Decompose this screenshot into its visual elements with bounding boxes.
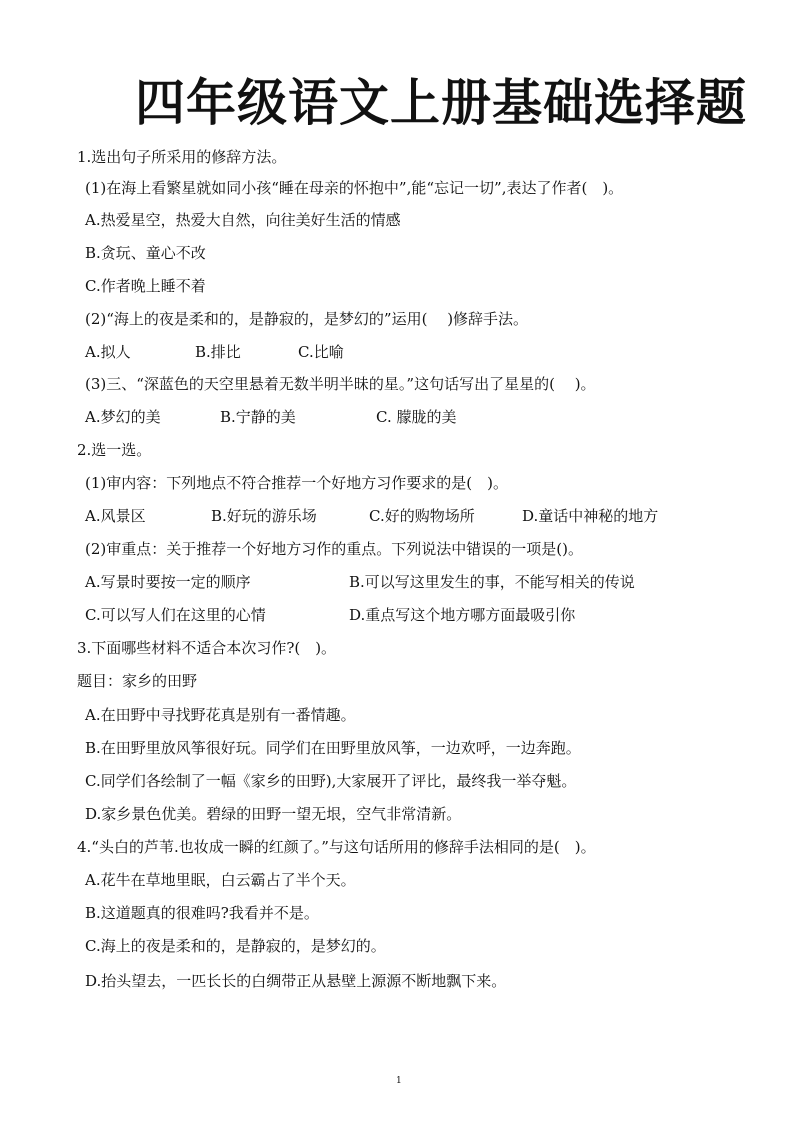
q2-sub2-option-a: A.写景时要按一定的顺序 bbox=[85, 573, 251, 591]
q1-sub1-option-c: C.作者晚上睡不着 bbox=[85, 277, 206, 295]
question-1-sub-2: (2)“海上的夜是柔和的，是静寂的，是梦幻的”运用( )修辞手法。 bbox=[85, 310, 529, 328]
q3-option-b: B.在田野里放风筝很好玩。同学们在田野里放风筝，一边欢呼，一边奔跑。 bbox=[85, 739, 581, 757]
q2-sub1-option-b: B.好玩的游乐场 bbox=[211, 507, 317, 525]
q4-option-c: C.海上的夜是柔和的，是静寂的，是梦幻的。 bbox=[85, 937, 386, 955]
question-2-stem: 2.选一选。 bbox=[77, 441, 152, 459]
q1-sub3-option-a: A.梦幻的美 bbox=[85, 408, 161, 426]
document-title: 四年级语文上册基础选择题 bbox=[135, 73, 747, 132]
question-2-sub-1: (1)审内容：下列地点不符合推荐一个好地方习作要求的是( )。 bbox=[85, 474, 508, 492]
question-1-sub-1: (1)在海上看繁星就如同小孩“睡在母亲的怀抱中”,能“忘记一切”,表达了作者( )。 bbox=[85, 179, 624, 197]
page-number: 1 bbox=[396, 1076, 402, 1086]
question-1-sub-3: (3)三、“深蓝色的天空里悬着无数半明半昧的星。”这句话写出了星星的( )。 bbox=[85, 375, 596, 393]
q4-option-a: A.花牛在草地里眠，白云霸占了半个天。 bbox=[85, 871, 356, 889]
question-3-topic: 题目：家乡的田野 bbox=[77, 672, 198, 690]
q2-sub2-option-d: D.重点写这个地方哪方面最吸引你 bbox=[349, 606, 576, 624]
question-4-stem: 4.“头白的芦苇.也妆成一瞬的红颜了。”与这句话所用的修辞手法相同的是( )。 bbox=[77, 838, 596, 856]
q2-sub1-option-c: C.好的购物场所 bbox=[369, 507, 475, 525]
q2-sub1-option-d: D.童话中神秘的地方 bbox=[522, 507, 659, 525]
q3-option-d: D.家乡景色优美。碧绿的田野一望无垠，空气非常清新。 bbox=[85, 805, 462, 823]
q1-sub3-option-c: C. 朦胧的美 bbox=[376, 408, 457, 426]
q1-sub2-option-c: C.比喻 bbox=[298, 343, 344, 361]
question-3-stem: 3.下面哪些材料不适合本次习作?( )。 bbox=[77, 639, 337, 657]
q1-sub2-option-b: B.排比 bbox=[195, 343, 241, 361]
q1-sub3-option-b: B.宁静的美 bbox=[220, 408, 296, 426]
q1-sub2-option-a: A.拟人 bbox=[85, 343, 131, 361]
question-2-sub-2: (2)审重点：关于推荐一个好地方习作的重点。下列说法中错误的一项是()。 bbox=[85, 540, 583, 558]
q3-option-a: A.在田野中寻找野花真是别有一番情趣。 bbox=[85, 706, 356, 724]
q1-sub1-option-a: A.热爱星空，热爱大自然，向往美好生活的情感 bbox=[85, 211, 401, 229]
q2-sub2-option-b: B.可以写这里发生的事，不能写相关的传说 bbox=[349, 573, 635, 591]
q4-option-d: D.抬头望去，一匹长长的白绸带正从悬壁上源源不断地飘下来。 bbox=[85, 972, 507, 990]
q2-sub2-option-c: C.可以写人们在这里的心情 bbox=[85, 606, 266, 624]
q1-sub1-option-b: B.贪玩、童心不改 bbox=[85, 244, 206, 262]
q4-option-b: B.这道题真的很难吗?我看并不是。 bbox=[85, 904, 319, 922]
q2-sub1-option-a: A.风景区 bbox=[85, 507, 146, 525]
q3-option-c: C.同学们各绘制了一幅《家乡的田野),大家展开了评比，最终我一举夺魁。 bbox=[85, 772, 577, 790]
question-1-stem: 1.选出句子所采用的修辞方法。 bbox=[77, 148, 287, 166]
